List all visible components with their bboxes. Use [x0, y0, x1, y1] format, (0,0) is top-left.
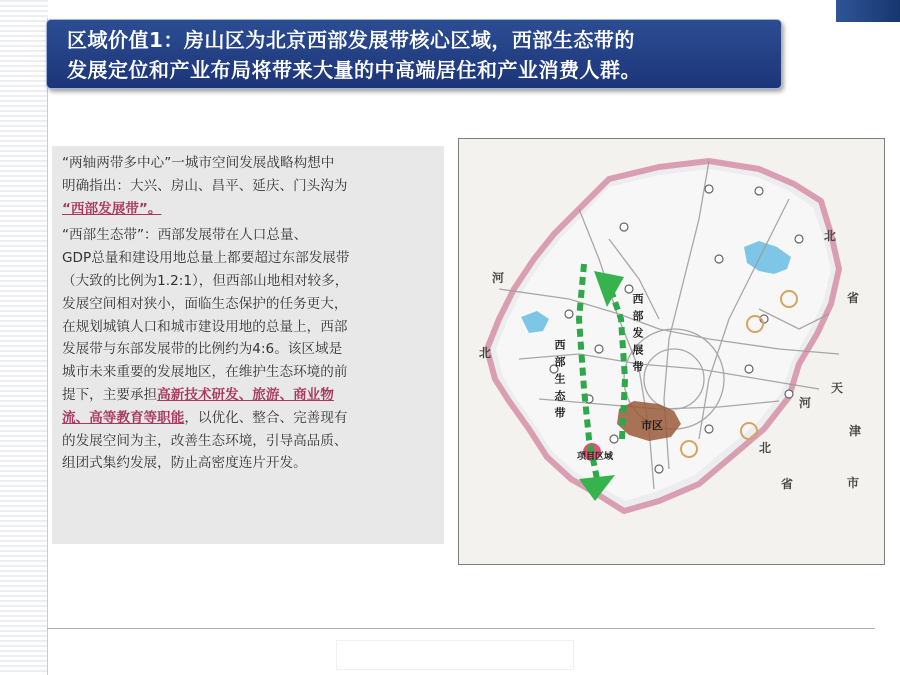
p2-line-4: 发展空间相对狭小，面临生态保护的任务更大，	[62, 295, 348, 312]
map-label-sheng2: 省	[781, 477, 794, 491]
map-graphic	[459, 139, 884, 564]
beijing-map	[458, 138, 885, 565]
title-line-2: 发展定位和产业布局将带来大量的中高端居住和产业消费人群。	[67, 58, 641, 82]
map-label-he1: 河	[492, 271, 505, 285]
title-line-1: 区域价值1：房山区为北京西部发展带核心区域，西部生态带的	[67, 28, 635, 52]
corner-accent	[836, 0, 900, 22]
p2-line-10: 的发展空间为主，改善生态环境，引导高品质、	[62, 432, 348, 449]
bottom-rule	[47, 628, 875, 629]
map-label-bei2: 北	[824, 229, 837, 243]
map-label-tian: 天	[831, 381, 844, 395]
p2-line-8-prefix: 提下，主要承担	[62, 386, 158, 403]
label-west-eco: 西部生态带	[553, 339, 566, 424]
p2-line-2: GDP总量和建设用地总量上都要超过东部发展带	[62, 250, 350, 267]
map-label-he2: 河	[799, 396, 812, 410]
map-label-sheng1: 省	[847, 291, 860, 305]
left-vertical-rule	[47, 18, 48, 675]
map-label-shi: 市	[847, 476, 860, 490]
p2-line-8-highlight: 高新技术研发、旅游、商业物	[157, 386, 334, 403]
p2-line-5: 在规划城镇人口和城市建设用地的总量上，西部	[62, 318, 348, 335]
p1-line-3: “西部发展带”。	[62, 200, 162, 217]
p1-line-1: “两轴两带多中心”一城市空间发展战略构想中	[62, 155, 335, 171]
map-label-bei1: 北	[479, 346, 492, 360]
label-west-development: 西部发展带	[631, 293, 644, 378]
p2-line-3: （大致的比例为1.2:1），但西部山地相对较多，	[62, 272, 349, 289]
p1-line-2: 明确指出：大兴、房山、昌平、延庆、门头沟为	[62, 177, 348, 194]
label-project: 项目区域	[577, 452, 614, 462]
left-margin-stripes	[0, 0, 48, 675]
description-panel	[52, 146, 444, 544]
p2-line-9	[62, 407, 442, 430]
p2-line-6: 发展带与东部发展带的比例约为4:6。该区域是	[62, 341, 343, 358]
label-city: 市区	[641, 419, 663, 432]
p2-line-9-rest: ，以优化、整合、完善现有	[184, 409, 348, 426]
p2-line-7: 城市未来重要的发展地区，在维护生态环境的前	[62, 364, 348, 381]
map-label-jin: 津	[849, 424, 862, 438]
p2-line-9-highlight: 流、高等教育等职能	[62, 409, 185, 426]
footer-placeholder	[336, 640, 574, 670]
p2-line-11: 组团式集约发展，防止高密度连片开发。	[62, 455, 307, 472]
p2-line-8	[62, 384, 442, 407]
p2-line-1: “西部生态带”：西部发展带在人口总量、	[62, 227, 308, 244]
description-text	[62, 152, 442, 475]
map-label-bei3: 北	[759, 441, 772, 455]
slide-title	[46, 19, 782, 89]
